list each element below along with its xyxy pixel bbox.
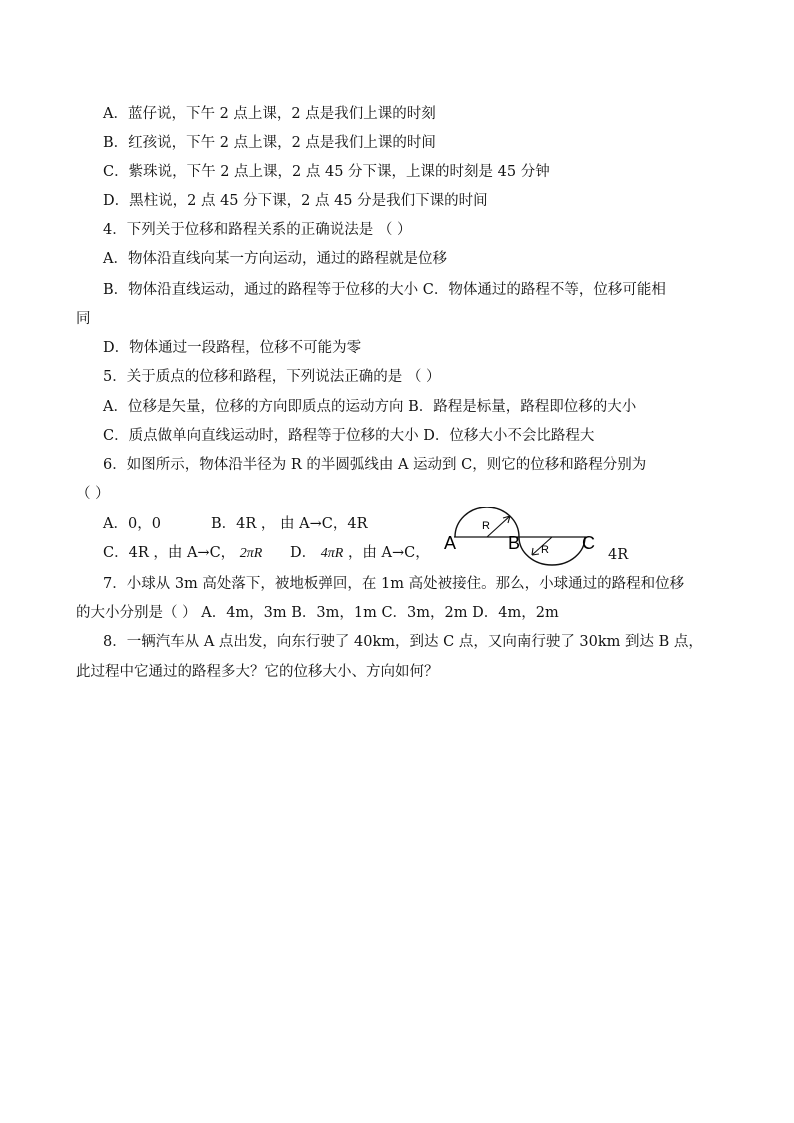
upper-radius-label: R [482,520,490,532]
q6-option-d-formula: 4πR [320,546,344,561]
q7-options: 的大小分别是（ ） A．4m，3m B．3m，1m C．3m，2m D．4m，2m [76,605,559,621]
q6-option-tail: 4R [608,547,629,563]
q6-option-d-label: D． [290,545,317,561]
q6-option-c [103,543,262,564]
q4-stem: 4．下列关于位移和路程关系的正确说法是 （ ） [103,222,412,238]
lower-radius-label: R [541,544,549,556]
q5-stem: 5．关于质点的位移和路程，下列说法正确的是 （ ） [103,369,441,385]
q6-stem: 6．如图所示，物体沿半径为 R 的半圆弧线由 A 运动到 C，则它的位移和路程分别为 [103,457,647,473]
q6-option-a: A．0，0 [103,516,161,532]
q4-option-d: D．物体通过一段路程，位移不可能为零 [103,340,362,356]
semicircle-path-figure [440,507,600,567]
q3-option-a: A．蓝仔说，下午 2 点上课，2 点是我们上课的时刻 [103,106,436,122]
q6-option-c-text: C．4R ，由 A→C， [103,545,236,561]
point-b-label: B [508,533,521,553]
q4-option-b-continued: 同 [76,311,91,327]
q5-options-cd: C．质点做单向直线运动时，路程等于位移的大小 D．位移大小不会比路程大 [103,428,595,444]
q6-option-c-formula: 2πR [239,546,263,561]
q3-option-d: D．黑柱说，2 点 45 分下课，2 点 45 分是我们下课的时间 [103,193,488,209]
q8-stem: 8．一辆汽车从 A 点出发，向东行驶了 40km，到达 C 点，又向南行驶了 30km 到达 B 点， [103,634,703,650]
q6-option-b: B．4R ， 由 A→C，4R [211,516,368,532]
q3-option-b: B．红孩说，下午 2 点上课，2 点是我们上课的时间 [103,135,436,151]
q8-question: 此过程中它通过的路程多大？它的位移大小、方向如何？ [76,664,439,680]
upper-radius-line [487,516,510,537]
q6-answer-paren: （ ） [76,486,110,502]
q4-option-b: B．物体沿直线运动，通过的路程等于位移的大小 C．物体通过的路程不等，位移可能相 [103,282,666,298]
point-a-label: A [444,533,457,553]
q6-option-d-text: ，由 A→C， [347,545,430,561]
q3-option-c: C．紫珠说，下午 2 点上课，2 点 45 分下课，上课的时刻是 45 分钟 [103,164,550,180]
q6-option-d [290,543,430,564]
lower-semicircle-arc [519,537,585,565]
q5-options-ab: A．位移是矢量，位移的方向即质点的运动方向 B．路程是标量，路程即位移的大小 [103,399,637,415]
q7-stem: 7．小球从 3m 高处落下，被地板弹回，在 1m 高处被接住。那么，小球通过的路程和位移 [103,576,685,592]
q4-option-a: A．物体沿直线向某一方向运动，通过的路程就是位移 [103,251,447,267]
point-c-label: C [582,533,595,553]
